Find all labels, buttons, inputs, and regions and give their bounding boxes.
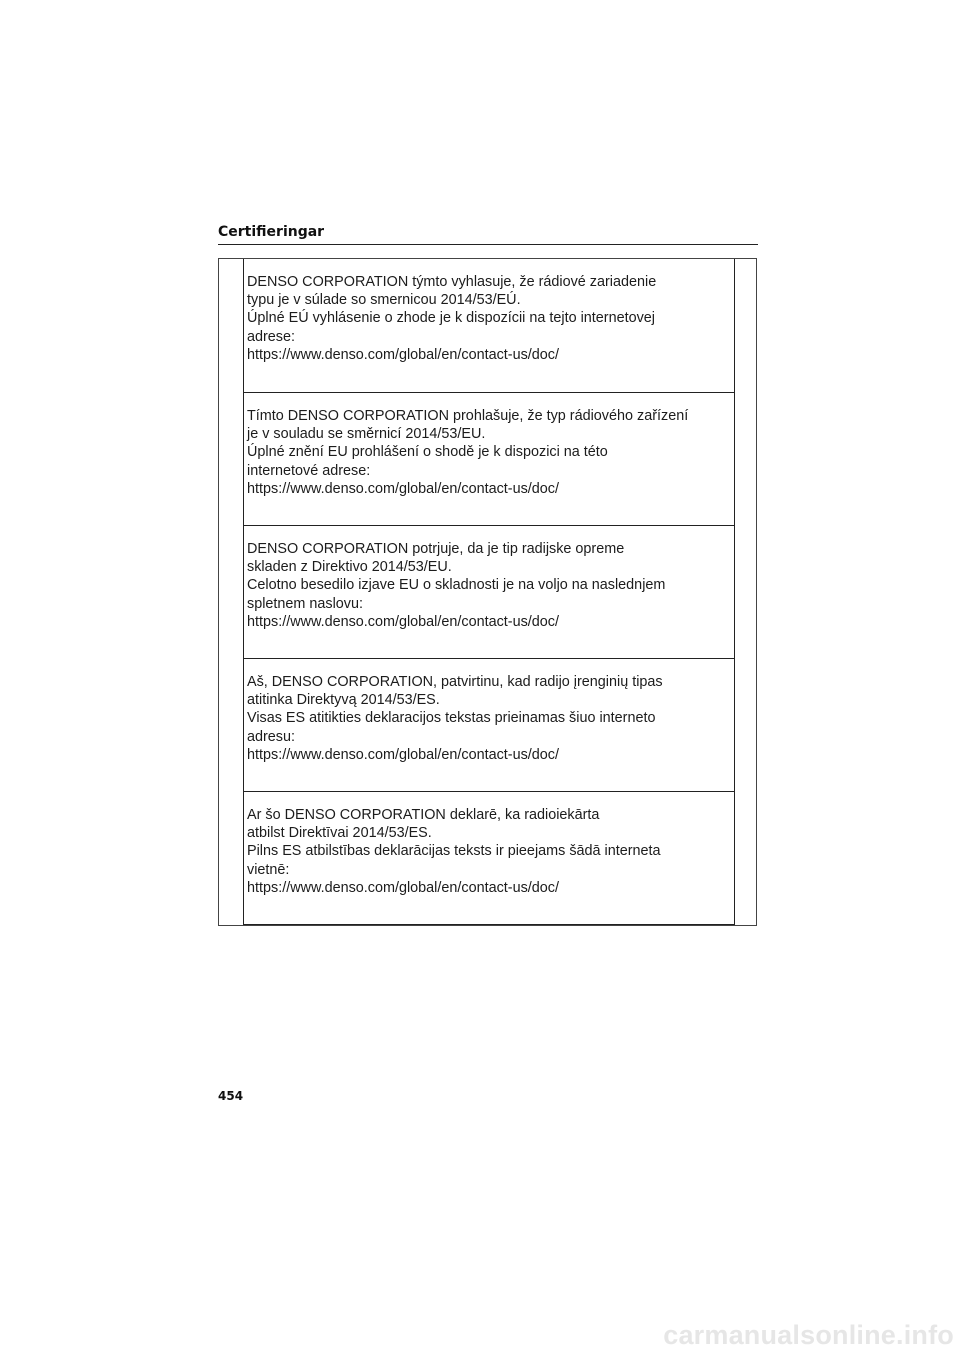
declaration-url: https://www.denso.com/global/en/contact-us/doc/ [247, 346, 559, 363]
declaration-line: Visas ES atitikties deklaracijos tekstas prieinamas šiuo interneto [247, 710, 656, 727]
declaration-line: Aš, DENSO CORPORATION, patvirtinu, kad radijo įrenginių tipas [247, 674, 663, 690]
declaration-url: https://www.denso.com/global/en/contact-us/doc/ [247, 746, 559, 763]
watermark: carmanualsonline.info [663, 1320, 954, 1350]
declaration-line: atbilst Direktīvai 2014/53/ES. [247, 825, 432, 842]
declaration-line: Tímto DENSO CORPORATION prohlašuje, že typ rádiového zařízení [247, 408, 689, 424]
declaration-line: Pilns ES atbilstības deklarācijas teksts ir pieejams šādā interneta [247, 843, 661, 860]
page-number: 454 [218, 1089, 244, 1103]
declaration-line: DENSO CORPORATION potrjuje, da je tip radijske opreme [247, 541, 625, 557]
declaration-line: vietnē: [247, 861, 290, 878]
declaration-line: adrese: [247, 328, 295, 345]
declaration-line: skladen z Direktivo 2014/53/EU. [247, 559, 452, 576]
declaration-line: Úplné EÚ vyhlásenie o zhode je k dispozícii na tejto internetovej [247, 310, 655, 327]
declaration-slovenian [244, 526, 734, 659]
declaration-line: Celotno besedilo izjave EU o skladnosti je na voljo na naslednjem [247, 577, 666, 594]
declaration-lithuanian [244, 659, 734, 792]
declaration-latvian [244, 792, 734, 925]
declaration-line: adresu: [247, 728, 295, 745]
declaration-line: internetové adrese: [247, 462, 371, 479]
title-divider [218, 244, 758, 245]
declaration-line: spletnem naslovu: [247, 595, 363, 612]
declaration-czech [244, 393, 734, 526]
declaration-line: typu je v súlade so smernicou 2014/53/EÚ. [247, 292, 521, 309]
declaration-line: atitinka Direktyvą 2014/53/ES. [247, 692, 440, 709]
declaration-line: je v souladu se směrnicí 2014/53/EU. [247, 426, 486, 443]
declaration-url: https://www.denso.com/global/en/contact-us/doc/ [247, 480, 559, 497]
declaration-line: Ar šo DENSO CORPORATION deklarē, ka radioiekārta [247, 807, 600, 823]
declaration-url: https://www.denso.com/global/en/contact-us/doc/ [247, 613, 559, 630]
declaration-table [243, 259, 735, 925]
declaration-line: DENSO CORPORATION týmto vyhlasuje, že rádiové zariadenie [247, 274, 657, 290]
section-title: Certifieringar [218, 224, 325, 240]
declaration-line: Úplné znění EU prohlášení o shodě je k dispozici na této [247, 444, 608, 461]
declaration-url: https://www.denso.com/global/en/contact-us/doc/ [247, 879, 559, 896]
declaration-slovak [244, 259, 734, 393]
